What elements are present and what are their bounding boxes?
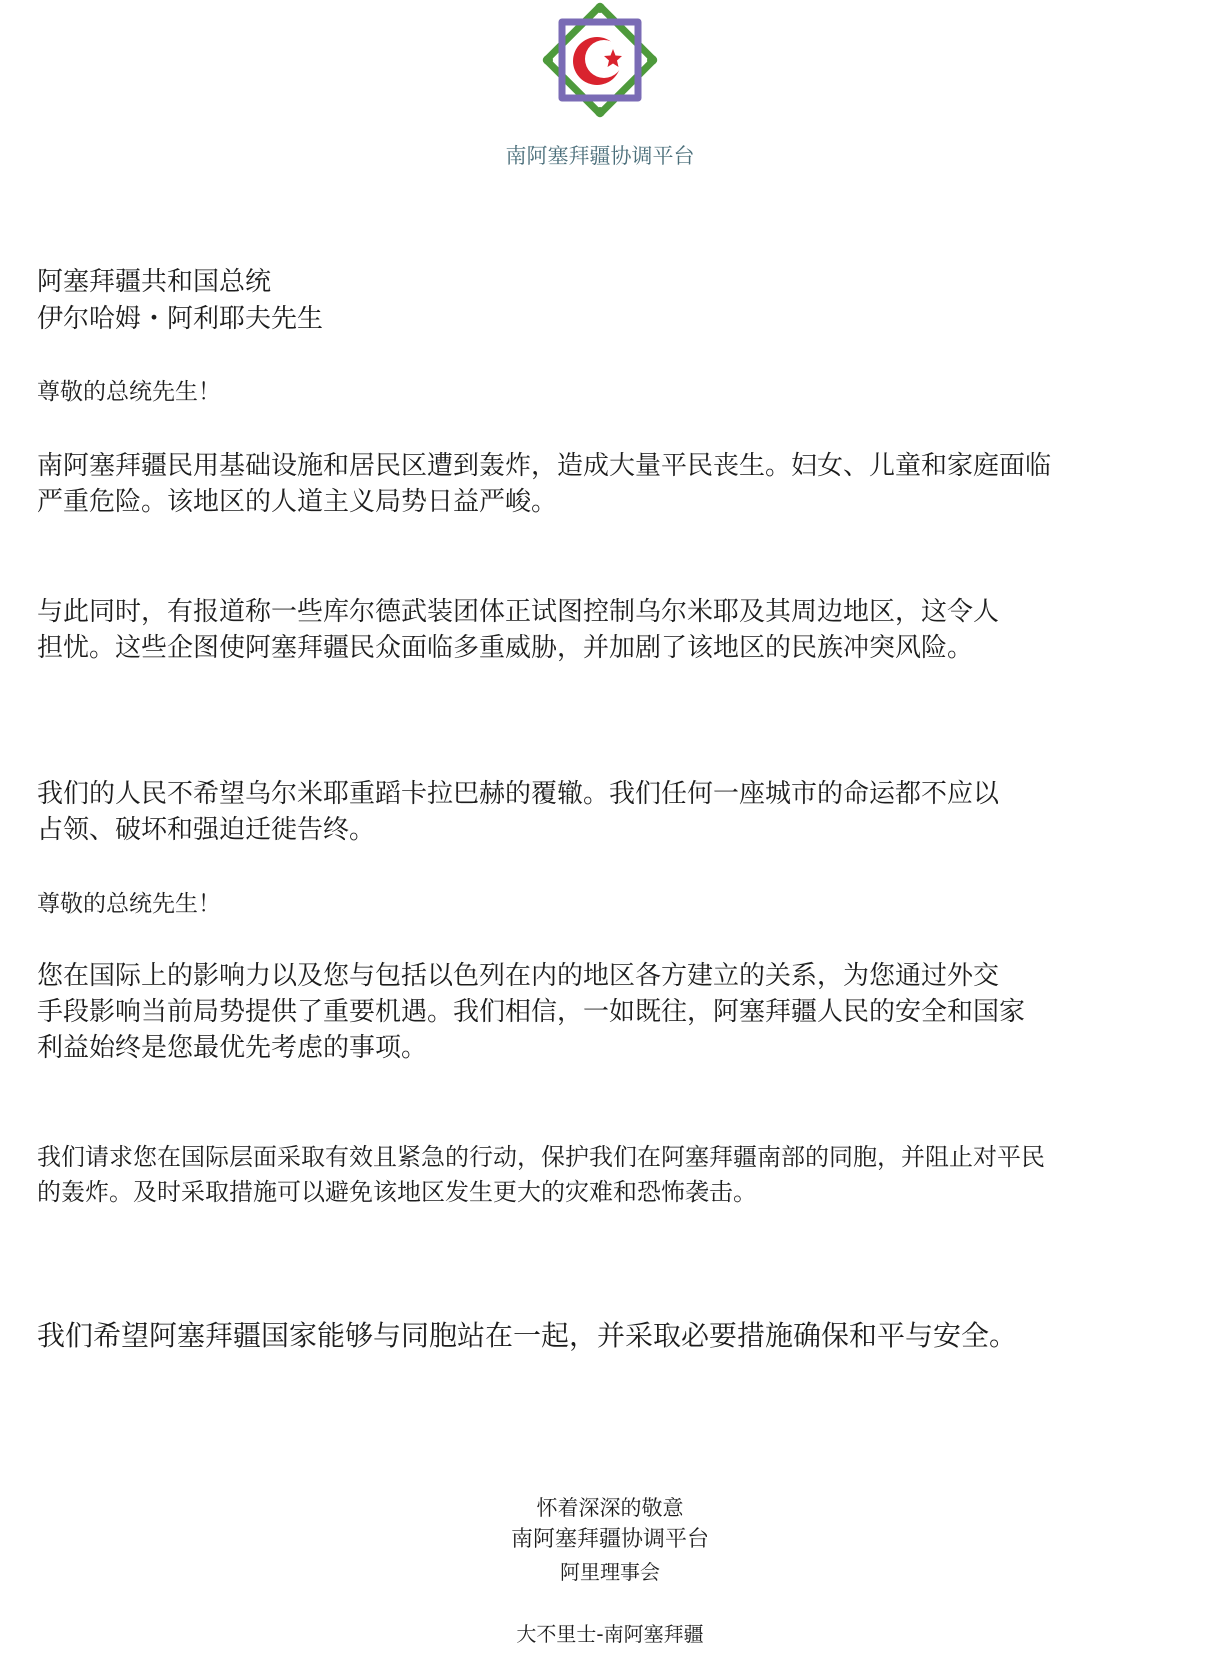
- closing-organization: 南阿塞拜疆协调平台: [510, 1527, 709, 1552]
- paragraph-line: 您在国际上的影响力以及您与包括以色列在内的地区各方建立的关系，为您通过外交: [37, 961, 1000, 991]
- paragraph-bombing: [37, 448, 1167, 520]
- paragraph-urmia-threat: [37, 594, 1167, 666]
- salutation-repeat: 尊敬的总统先生！: [37, 891, 221, 917]
- paragraph-line: 南阿塞拜疆民用基础设施和居民区遭到轰炸，造成大量平民丧生。妇女、儿童和家庭面临: [37, 451, 1052, 481]
- paragraph-line: 与此同时，有报道称一些库尔德武装团体正试图控制乌尔米耶及其周边地区，这令人: [37, 597, 1000, 627]
- crescent-star-emblem-icon: [530, 0, 670, 120]
- closing-council: 阿里理事会: [560, 1560, 660, 1584]
- paragraph-line: 担忧。这些企图使阿塞拜疆民众面临多重威胁，并加剧了该地区的民族冲突风险。: [37, 633, 974, 663]
- salutation: 尊敬的总统先生！: [37, 379, 221, 405]
- addressee-block: [37, 264, 1167, 338]
- paragraph-line: 手段影响当前局势提供了重要机遇。我们相信，一如既往，阿塞拜疆人民的安全和国家: [37, 997, 1026, 1027]
- paragraph-karabakh: [37, 776, 1167, 848]
- paragraph-line: 严重危险。该地区的人道主义局势日益严峻。: [37, 487, 558, 517]
- paragraph-line: 我们希望阿塞拜疆国家能够与同胞站在一起，并采取必要措施确保和平与安全。: [37, 1319, 1018, 1352]
- paragraph-line: 利益始终是您最优先考虑的事项。: [37, 1033, 428, 1063]
- paragraph-line: 占领、破坏和强迫迁徙告终。: [37, 815, 376, 845]
- paragraph-line: 的轰炸。及时采取措施可以避免该地区发生更大的灾难和恐怖袭击。: [37, 1178, 757, 1206]
- paragraph-request: [37, 1140, 1167, 1210]
- addressee-name: 伊尔哈姆・阿利耶夫先生: [37, 304, 324, 334]
- paragraph-line: 我们的人民不希望乌尔米耶重蹈卡拉巴赫的覆辙。我们任何一座城市的命运都不应以: [37, 779, 1000, 809]
- organization-header: 南阿塞拜疆协调平台: [505, 144, 695, 168]
- closing-regards: 怀着深深的敬意: [536, 1496, 684, 1520]
- addressee-title: 阿塞拜疆共和国总统: [37, 267, 272, 297]
- paragraph-line: 我们请求您在国际层面采取有效且紧急的行动，保护我们在阿塞拜疆南部的同胞，并阻止对平民: [37, 1143, 1045, 1171]
- paragraph-influence: [37, 958, 1167, 1066]
- closing-location: 大不里士-南阿塞拜疆: [516, 1622, 704, 1646]
- paragraph-hope: [37, 1316, 1167, 1356]
